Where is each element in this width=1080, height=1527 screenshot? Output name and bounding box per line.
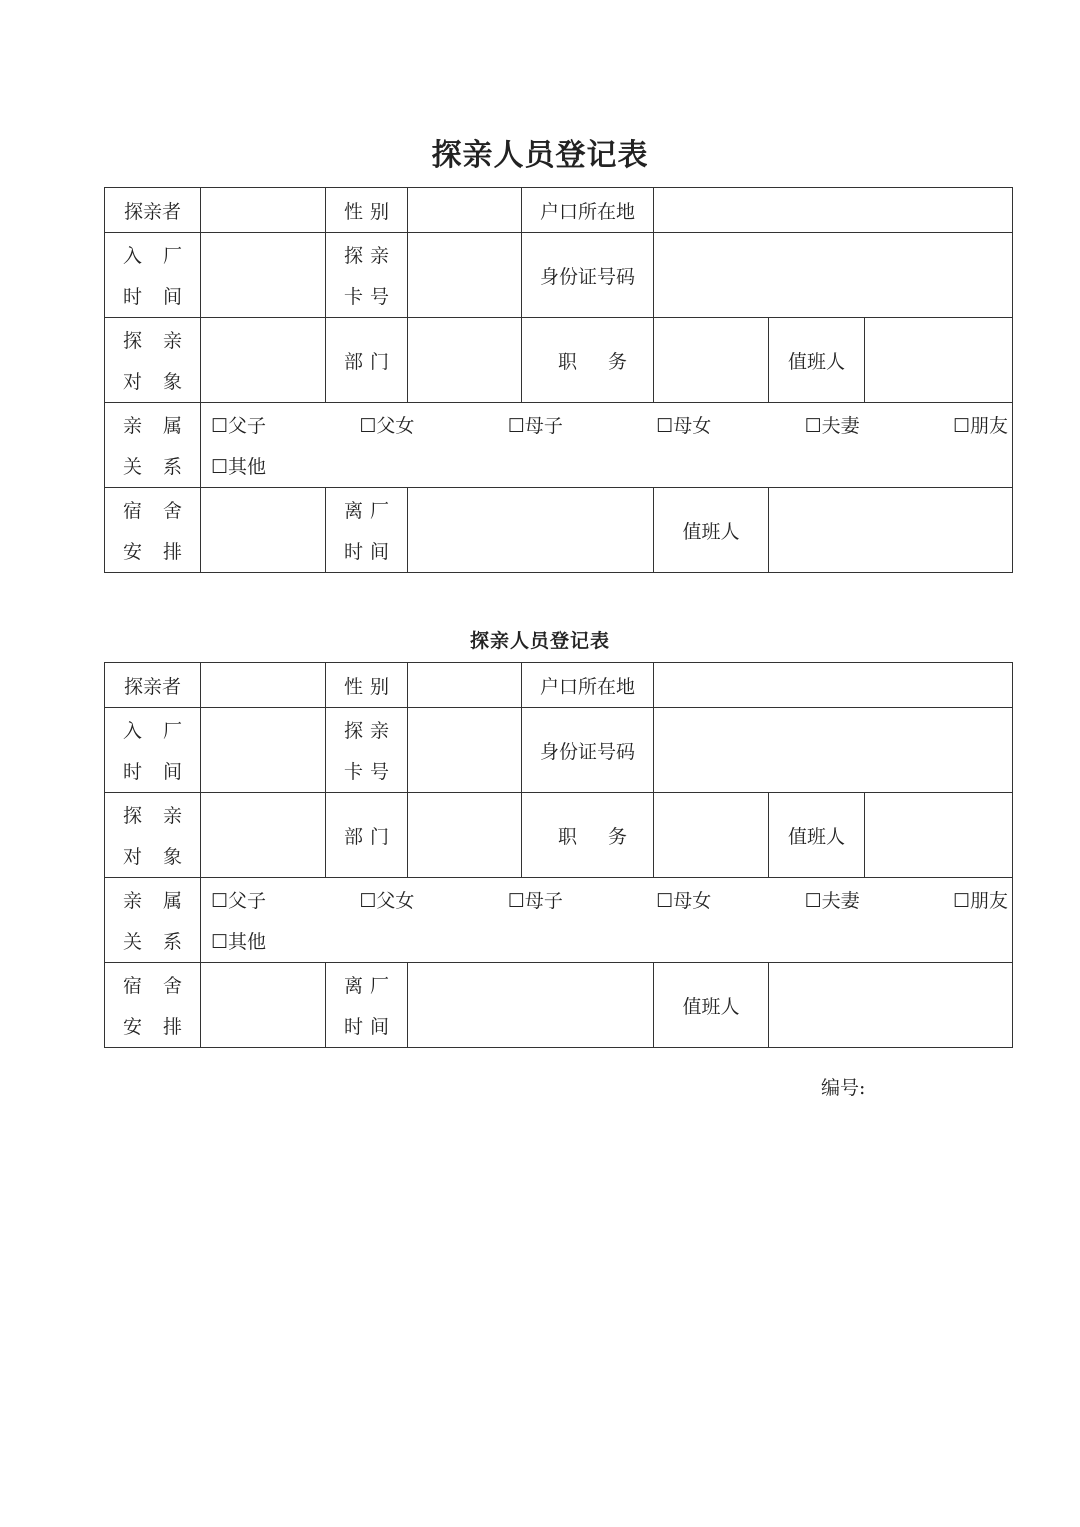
relation-option-checkbox[interactable]: ☐母女 bbox=[656, 415, 712, 437]
entry-time-field[interactable] bbox=[201, 708, 326, 793]
dorm-label-char: 宿 bbox=[123, 975, 143, 997]
relation-label-char: 亲 bbox=[123, 890, 143, 912]
gender-label-char: 性 bbox=[344, 675, 364, 698]
leave-time-label-char: 离 bbox=[344, 500, 364, 522]
gender-label-char: 性 bbox=[344, 200, 364, 223]
department-label-char: 门 bbox=[369, 350, 389, 373]
visitor-label: 探亲者 bbox=[105, 663, 201, 708]
relation-label-char: 关 bbox=[123, 931, 143, 953]
visit-card-label-char: 探 bbox=[344, 720, 364, 742]
visit-card-label-char: 卡 bbox=[344, 286, 364, 308]
visitor-name-field[interactable] bbox=[201, 663, 326, 708]
gender-label bbox=[326, 188, 408, 233]
visit-card-label bbox=[326, 241, 407, 309]
relation-options bbox=[201, 878, 1013, 963]
relation-label-char: 系 bbox=[162, 456, 182, 478]
relation-option-checkbox[interactable]: ☐母子 bbox=[507, 415, 563, 437]
dorm-label-char: 舍 bbox=[162, 500, 182, 522]
visit-target-label bbox=[105, 326, 200, 394]
relation-option-checkbox[interactable]: ☐朋友 bbox=[952, 415, 1008, 437]
department-label-char: 门 bbox=[369, 825, 389, 848]
relation-option-checkbox[interactable]: ☐母女 bbox=[656, 890, 712, 912]
dorm-label-char: 排 bbox=[162, 1016, 182, 1038]
duty-person-label: 值班人 bbox=[654, 963, 769, 1048]
position-label-char: 务 bbox=[607, 350, 627, 373]
relation-option-checkbox[interactable]: ☐夫妻 bbox=[804, 415, 860, 437]
position-label-char: 职 bbox=[558, 350, 578, 373]
visit-target-label bbox=[105, 801, 200, 869]
relation-option-checkbox[interactable]: ☐父女 bbox=[359, 890, 415, 912]
dorm-label-char: 安 bbox=[123, 541, 143, 563]
dorm-label bbox=[105, 971, 200, 1039]
visit-card-field[interactable] bbox=[408, 708, 522, 793]
position-field[interactable] bbox=[654, 318, 769, 403]
leave-time-label-char: 厂 bbox=[369, 500, 389, 522]
entry-time-label bbox=[105, 241, 200, 309]
visit-target-label-char: 象 bbox=[162, 846, 182, 868]
leave-time-label-char: 时 bbox=[344, 1016, 364, 1038]
leave-time-label bbox=[326, 496, 407, 564]
department-field[interactable] bbox=[408, 318, 522, 403]
position-label-char: 职 bbox=[558, 825, 578, 848]
form-title: 探亲人员登记表 bbox=[469, 630, 610, 652]
visit-target-label-char: 探 bbox=[123, 330, 143, 352]
entry-time-label-char: 时 bbox=[123, 286, 143, 308]
relation-label bbox=[105, 886, 200, 954]
entry-time-field[interactable] bbox=[201, 233, 326, 318]
visitor-label: 探亲者 bbox=[105, 188, 201, 233]
visit-card-label-char: 卡 bbox=[344, 761, 364, 783]
relation-option-checkbox[interactable]: ☐其他 bbox=[211, 931, 267, 953]
position-field[interactable] bbox=[654, 793, 769, 878]
visit-target-field[interactable] bbox=[201, 793, 326, 878]
registration-form bbox=[104, 187, 1013, 573]
entry-time-label-char: 间 bbox=[162, 286, 182, 308]
dorm-label-char: 排 bbox=[162, 541, 182, 563]
entry-time-label-char: 入 bbox=[123, 720, 143, 742]
duty-person-label: 值班人 bbox=[769, 793, 865, 878]
relation-option-checkbox[interactable]: ☐夫妻 bbox=[804, 890, 860, 912]
position-label-char: 务 bbox=[607, 825, 627, 848]
relation-label-char: 关 bbox=[123, 456, 143, 478]
id-number-label: 身份证号码 bbox=[522, 233, 654, 318]
leave-time-field[interactable] bbox=[408, 488, 654, 573]
visit-card-label-char: 号 bbox=[369, 761, 389, 783]
leave-time-label-char: 厂 bbox=[369, 975, 389, 997]
relation-option-checkbox[interactable]: ☐父子 bbox=[211, 415, 267, 437]
entry-time-label bbox=[105, 716, 200, 784]
department-label bbox=[326, 793, 408, 878]
leave-time-label bbox=[326, 971, 407, 1039]
visit-target-label-char: 象 bbox=[162, 371, 182, 393]
department-label-char: 部 bbox=[344, 825, 364, 848]
household-label: 户口所在地 bbox=[522, 663, 654, 708]
gender-label bbox=[326, 663, 408, 708]
relation-option-checkbox[interactable]: ☐父女 bbox=[359, 415, 415, 437]
dorm-label-char: 安 bbox=[123, 1016, 143, 1038]
entry-time-label-char: 入 bbox=[123, 245, 143, 267]
gender-field[interactable] bbox=[408, 663, 522, 708]
dorm-field[interactable] bbox=[201, 963, 326, 1048]
department-label bbox=[326, 318, 408, 403]
relation-option-checkbox[interactable]: ☐其他 bbox=[211, 456, 267, 478]
relation-option-checkbox[interactable]: ☐朋友 bbox=[952, 890, 1008, 912]
dorm-field[interactable] bbox=[201, 488, 326, 573]
relation-label-char: 亲 bbox=[123, 415, 143, 437]
duty-person-field[interactable] bbox=[865, 318, 1013, 403]
relation-options bbox=[201, 403, 1013, 488]
visit-target-label-char: 对 bbox=[123, 846, 143, 868]
visit-target-label-char: 亲 bbox=[162, 805, 182, 827]
visit-target-label-char: 对 bbox=[123, 371, 143, 393]
relation-option-checkbox[interactable]: ☐母子 bbox=[507, 890, 563, 912]
duty-person-field[interactable] bbox=[769, 963, 1013, 1048]
household-field[interactable] bbox=[654, 188, 1013, 233]
duty-person-field[interactable] bbox=[865, 793, 1013, 878]
duty-person-label: 值班人 bbox=[769, 318, 865, 403]
registration-form bbox=[104, 662, 1013, 1048]
visit-target-label-char: 亲 bbox=[162, 330, 182, 352]
household-label: 户口所在地 bbox=[522, 188, 654, 233]
form-title: 探亲人员登记表 bbox=[431, 138, 649, 173]
visitor-name-field[interactable] bbox=[201, 188, 326, 233]
gender-label-char: 别 bbox=[369, 675, 389, 698]
dorm-label-char: 舍 bbox=[162, 975, 182, 997]
serial-number-label: 编号: bbox=[821, 1077, 866, 1099]
id-number-label: 身份证号码 bbox=[522, 708, 654, 793]
duty-person-field[interactable] bbox=[769, 488, 1013, 573]
visit-target-field[interactable] bbox=[201, 318, 326, 403]
duty-person-label: 值班人 bbox=[654, 488, 769, 573]
visit-card-field[interactable] bbox=[408, 233, 522, 318]
household-field[interactable] bbox=[654, 663, 1013, 708]
id-number-field[interactable] bbox=[654, 233, 1013, 318]
position-label bbox=[522, 793, 654, 878]
relation-option-checkbox[interactable]: ☐父子 bbox=[211, 890, 267, 912]
entry-time-label-char: 厂 bbox=[162, 245, 182, 267]
gender-field[interactable] bbox=[408, 188, 522, 233]
position-label bbox=[522, 318, 654, 403]
leave-time-label-char: 间 bbox=[369, 541, 389, 563]
leave-time-label-char: 离 bbox=[344, 975, 364, 997]
relation-label-char: 系 bbox=[162, 931, 182, 953]
gender-label-char: 别 bbox=[369, 200, 389, 223]
visit-card-label-char: 探 bbox=[344, 245, 364, 267]
relation-label-char: 属 bbox=[162, 890, 182, 912]
visit-card-label bbox=[326, 716, 407, 784]
relation-label bbox=[105, 411, 200, 479]
visit-target-label-char: 探 bbox=[123, 805, 143, 827]
leave-time-label-char: 时 bbox=[344, 541, 364, 563]
visit-card-label-char: 亲 bbox=[369, 245, 389, 267]
visit-card-label-char: 亲 bbox=[369, 720, 389, 742]
leave-time-label-char: 间 bbox=[369, 1016, 389, 1038]
relation-label-char: 属 bbox=[162, 415, 182, 437]
entry-time-label-char: 厂 bbox=[162, 720, 182, 742]
dorm-label-char: 宿 bbox=[123, 500, 143, 522]
visit-card-label-char: 号 bbox=[369, 286, 389, 308]
entry-time-label-char: 时 bbox=[123, 761, 143, 783]
leave-time-field[interactable] bbox=[408, 963, 654, 1048]
entry-time-label-char: 间 bbox=[162, 761, 182, 783]
dorm-label bbox=[105, 496, 200, 564]
department-label-char: 部 bbox=[344, 350, 364, 373]
department-field[interactable] bbox=[408, 793, 522, 878]
id-number-field[interactable] bbox=[654, 708, 1013, 793]
